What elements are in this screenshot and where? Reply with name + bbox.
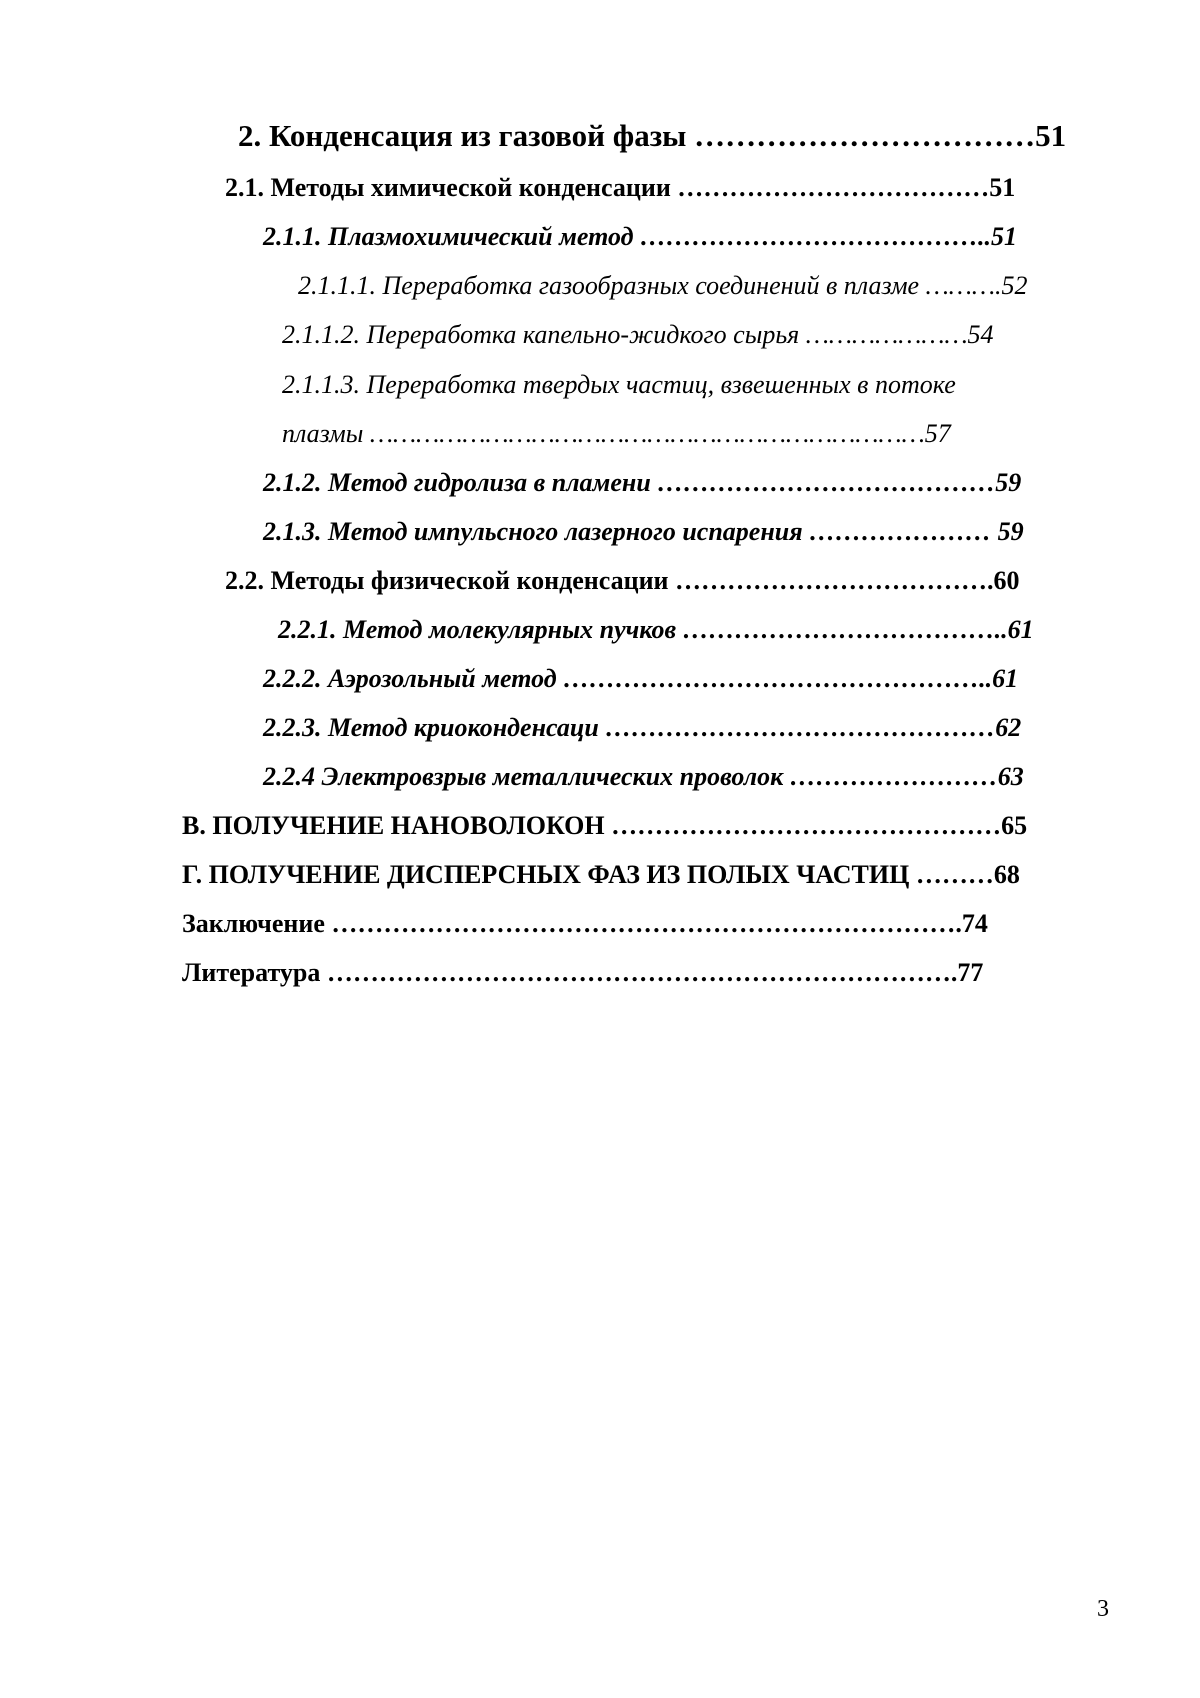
- toc-entry-section-g: Г. ПОЛУЧЕНИЕ ДИСПЕРСНЫХ ФАЗ ИЗ ПОЛЫХ ЧАСТИЦ ………68: [182, 860, 1020, 889]
- toc-entry-literature: Литература ……………………………………………………………….77: [182, 958, 984, 987]
- toc-entry-2-1-1-3-cont: плазмы ………………………………………………………………57: [282, 419, 951, 448]
- toc-entry-2-1-1-2: 2.1.1.2. Переработка капельно-жидкого сырья …………………54: [282, 320, 994, 349]
- toc-entry-2-2-1: 2.2.1. Метод молекулярных пучков ………………………………..61: [278, 615, 1034, 644]
- toc-entry-section-v: В. ПОЛУЧЕНИЕ НАНОВОЛОКОН ………………………………………65: [182, 811, 1028, 840]
- page-number: 3: [1097, 1596, 1109, 1622]
- toc-entry-2-1-1: 2.1.1. Плазмохимический метод …………………………………..51: [263, 222, 1018, 251]
- toc-entry-2-1-3: 2.1.3. Метод импульсного лазерного испарения ………………… 59: [263, 517, 1024, 546]
- toc-entry-2-2-4: 2.2.4 Электровзрыв металлических проволок ……………………63: [263, 762, 1024, 791]
- toc-entry-2-2-3: 2.2.3. Метод криоконденсаци ………………………………………62: [263, 713, 1022, 742]
- toc-entry-2-1: 2.1. Методы химической конденсации ………………………………51: [225, 173, 1016, 202]
- toc-entry-2-2-2: 2.2.2. Аэрозольный метод …………………………………………..61: [263, 664, 1019, 693]
- toc-entry-section-2: 2. Конденсация из газовой фазы ……………………………51: [238, 118, 1067, 153]
- toc-entry-2-1-1-3: 2.1.1.3. Переработка твердых частиц, взвешенных в потоке: [282, 370, 956, 399]
- toc-entry-2-1-2: 2.1.2. Метод гидролиза в пламени …………………………………59: [263, 468, 1022, 497]
- toc-entry-2-1-1-1: 2.1.1.1. Переработка газообразных соединений в плазме ……….52: [298, 271, 1028, 300]
- toc-entry-conclusion: Заключение ……………………………………………………………….74: [182, 909, 988, 938]
- toc-entry-2-2: 2.2. Методы физической конденсации ……………………………….60: [225, 566, 1020, 595]
